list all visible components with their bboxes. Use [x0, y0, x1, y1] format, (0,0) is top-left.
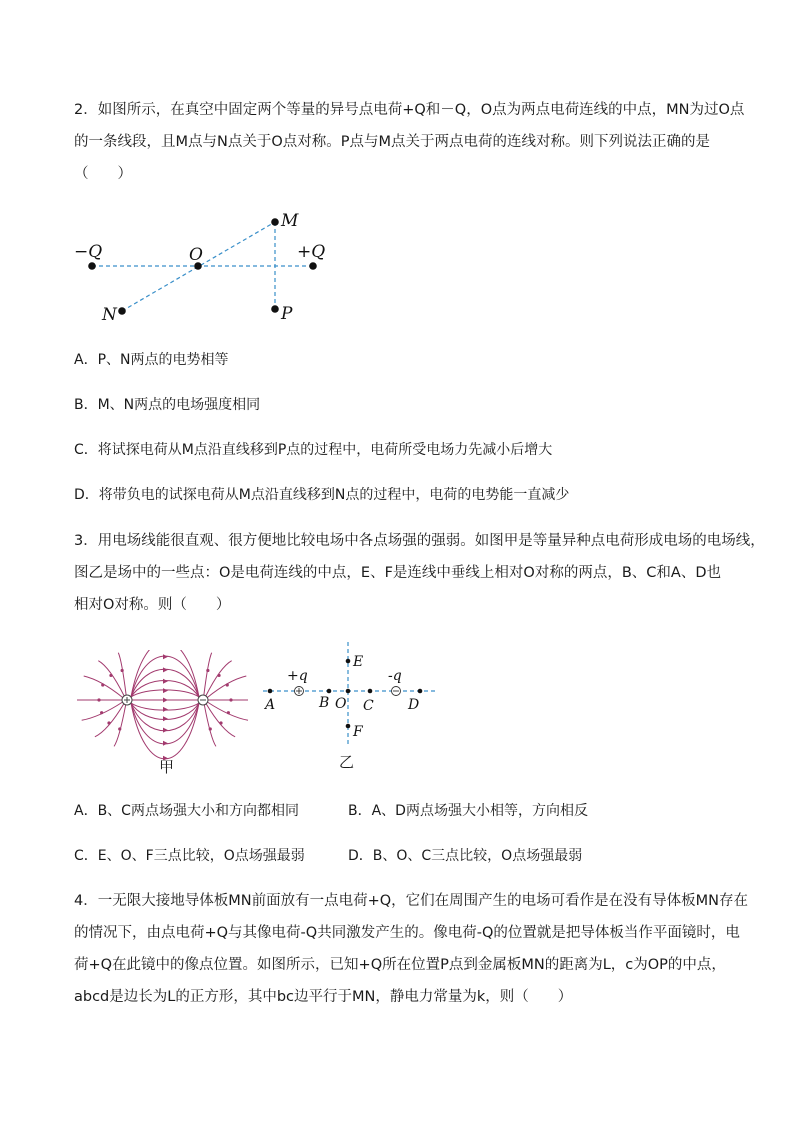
q3-label-plus-q: +q — [287, 668, 308, 684]
q2-label-n: N — [102, 305, 117, 325]
q3-point-c — [368, 689, 373, 694]
field-line-arrow — [163, 698, 168, 703]
field-line-arrow — [209, 727, 212, 730]
field-line-arrow — [101, 683, 104, 686]
field-line-arrow — [163, 707, 168, 712]
field-line — [206, 661, 232, 696]
q3-label-d: D — [408, 697, 420, 713]
field-line — [84, 676, 123, 698]
q3-label-a: A — [265, 697, 276, 713]
field-line — [131, 703, 199, 720]
q3-stem-line-3: 相对O对称。则（ ） — [74, 597, 231, 613]
field-line-arrow — [100, 711, 103, 714]
q4-stem-line-1: 4．一无限大接地导体板MN前面放有一点电荷+Q，它们在周围产生的电场可看作是在没有导体板MN存在 — [74, 893, 748, 909]
q2-point-m — [271, 218, 279, 226]
q3-option-a: A．B、C两点场强大小和方向都相同 — [74, 803, 299, 819]
q2-label-neg-q: −Q — [74, 242, 103, 262]
q3-caption-jia: 甲 — [159, 758, 175, 776]
field-line-arrow — [97, 698, 100, 701]
field-line-arrow — [163, 716, 168, 721]
field-line-arrow — [219, 721, 222, 724]
field-line — [114, 705, 126, 747]
q2-answer-paren: （ ） — [74, 166, 132, 182]
q3-option-d: D．B、O、C三点比较，O点场强最弱 — [348, 848, 583, 864]
q2-figure — [70, 205, 340, 330]
q2-point-n — [118, 307, 126, 315]
q4-stem-line-2: 的情况下，由点电荷+Q与其像电荷-Q共同激发产生的。像电荷-Q的位置就是把导体板当作平面镜时，电 — [74, 925, 740, 941]
q3-stem-line-1: 3．用电场线能很直观、很方便地比较电场中各点场强的强弱。如图甲是等量异种点电荷形成电场的电场线， — [74, 533, 765, 549]
q2-option-d: D．将带负电的试探电荷从M点沿直线移到N点的过程中，电荷的电势能一直减少 — [74, 487, 570, 503]
q3-point-d — [418, 689, 423, 694]
field-line — [131, 681, 199, 698]
field-line-arrow — [163, 679, 168, 684]
q2-point-p — [271, 305, 279, 313]
q3-label-f: F — [353, 724, 363, 740]
q2-label-p: P — [281, 304, 293, 324]
q3-point-b — [327, 689, 332, 694]
q3-point-e — [346, 659, 351, 664]
q2-option-b: B．M、N两点的电场强度相同 — [74, 397, 261, 413]
field-line-arrow — [163, 654, 168, 659]
q2-label-m: M — [281, 211, 299, 231]
field-line-arrow — [107, 721, 110, 724]
field-line — [204, 653, 212, 695]
field-line-arrow — [163, 688, 168, 693]
q4-stem-line-3: 荷+Q在此镜中的像点位置。如图所示，已知+Q所在位置P点到金属板MN的距离为L，c为OP的中点， — [74, 957, 726, 973]
q3-option-b: B．A、D两点场强大小相等，方向相反 — [348, 803, 588, 819]
q2-point-pos-q — [309, 262, 317, 270]
field-line — [204, 705, 216, 747]
field-line — [207, 676, 246, 698]
q3-figure-field-lines — [70, 650, 250, 760]
q3-point-f — [346, 724, 351, 729]
q3-label-e: E — [353, 654, 364, 670]
q3-label-b: B — [319, 695, 330, 711]
q2-stem-line-2: 的一条线段，且M点与N点关于O点对称。P点与M点关于两点电荷的连线对称。则下列说法正确的是 — [74, 134, 711, 150]
field-line-arrow — [229, 698, 232, 701]
q3-option-c: C．E、O、F三点比较，O点场强最弱 — [74, 848, 305, 864]
q3-stem-line-2: 图乙是场中的一些点：O是电荷连线的中点，E、F是连线中垂线上相对O对称的两点，B、C和A、D也 — [74, 565, 721, 581]
field-line — [208, 702, 248, 720]
q3-point-a — [268, 689, 273, 694]
q2-option-c: C．将试探电荷从M点沿直线移到P点的过程中，电荷所受电场力先减小后增大 — [74, 442, 553, 458]
q2-label-o: O — [189, 245, 203, 265]
field-line-arrow — [226, 683, 229, 686]
q3-point-o — [346, 689, 351, 694]
q3-caption-yi: 乙 — [339, 753, 355, 771]
field-line-arrow — [163, 728, 168, 733]
field-line-arrow — [206, 669, 209, 672]
field-line-arrow — [227, 711, 230, 714]
field-line — [118, 653, 126, 695]
q3-label-minus-q: -q — [388, 668, 402, 684]
q3-figure-points — [255, 640, 445, 760]
field-line-arrow — [109, 674, 112, 677]
field-line-arrow — [121, 669, 124, 672]
q2-option-a: A．P、N两点的电势相等 — [74, 352, 229, 368]
q2-point-neg-q — [88, 262, 96, 270]
q2-label-pos-q: +Q — [297, 242, 326, 262]
field-line-arrow — [163, 667, 168, 672]
q3-label-c: C — [363, 698, 374, 714]
field-line-arrow — [118, 727, 121, 730]
q2-stem-line-1: 2．如图所示，在真空中固定两个等量的异号点电荷+Q和－Q，O点为两点电荷连线的中点，MN为过O点 — [74, 102, 745, 118]
q4-stem-line-4: abcd是边长为L的正方形，其中bc边平行于MN，静电力常量为k，则（ ） — [74, 989, 573, 1005]
field-line-arrow — [217, 674, 220, 677]
field-line-arrow — [163, 741, 168, 746]
q3-label-o: O — [335, 696, 347, 712]
field-line — [98, 661, 124, 696]
